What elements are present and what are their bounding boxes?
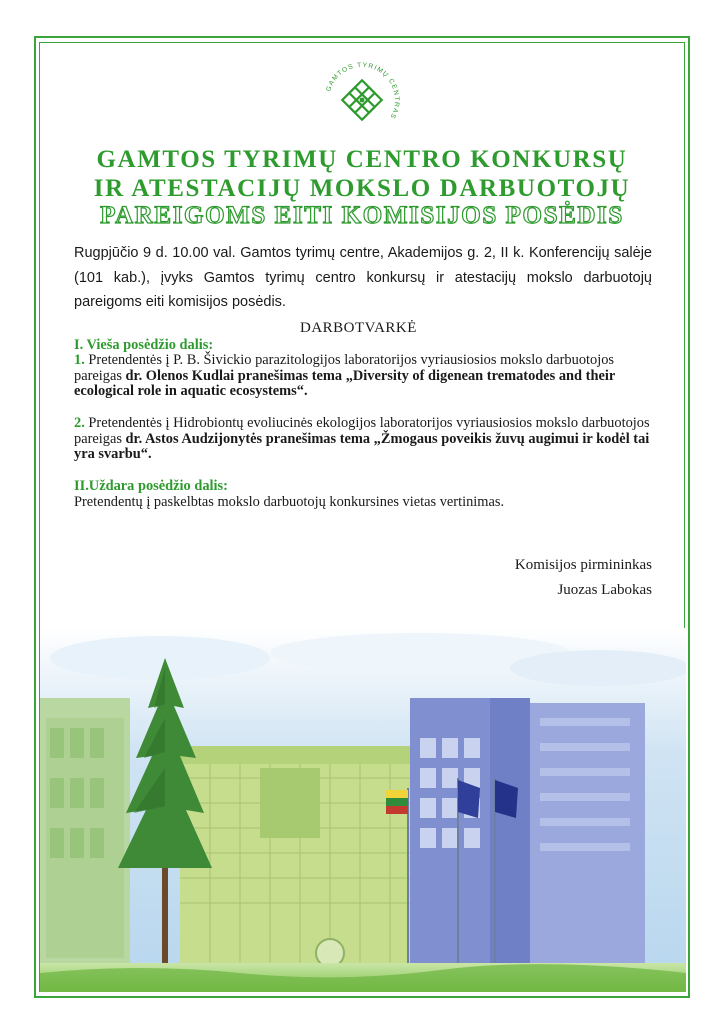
signature-name: Juozas Labokas xyxy=(557,582,652,598)
title-line-3: PAREIGOMS EITI KOMISIJOS POSĖDIS xyxy=(100,202,624,229)
middle-building xyxy=(180,746,410,971)
agenda-title: DARBOTVARKĖ xyxy=(300,320,417,336)
agenda-item-1 xyxy=(74,353,654,400)
left-building xyxy=(40,698,130,968)
signature-role: Komisijos pirmininkas xyxy=(514,557,652,573)
item-text: Pretendentės į P. B. Šivickio parazitologijos laboratorijos vyriausiosios mokslo darbuotojos pareigas xyxy=(74,352,615,384)
agenda-item-2 xyxy=(74,416,654,463)
knot-logo-icon xyxy=(320,58,404,142)
title-line-1: GAMTOS TYRIMŲ CENTRO KONKURSŲ xyxy=(96,146,628,173)
item-bold-text: dr. Olenos Kudlai pranešimas tema „Diversity of digenean trematodes and their ecological role in aquatic ecosystems“. xyxy=(74,367,615,400)
title-line-2: IR ATESTACIJŲ MOKSLO DARBUOTOJŲ xyxy=(93,175,631,202)
item-bold-text: dr. Astos Audzijonytės pranešimas tema „Žmogaus poveikis žuvų augimui ir kodėl tai yra svarbu“. xyxy=(74,430,650,463)
item-number: 2. xyxy=(74,415,85,431)
intro-paragraph: Rugpjūčio 9 d. 10.00 val. Gamtos tyrimų centre, Akademijos g. 2, II k. Konferencijų salėje (101 kab.), įvyks Gamtos tyrimų centro konkursų ir atestacijų mokslo darbuotojų pareigoms eiti komisijos posėdis. xyxy=(74,245,652,310)
section2-heading: II.Uždara posėdžio dalis: xyxy=(74,478,228,494)
section1-heading: I. Vieša posėdžio dalis: xyxy=(74,337,214,353)
building-illustration xyxy=(40,628,686,992)
section2-text: Pretendentų į paskelbtas mokslo darbuotojų konkursines vietas vertinimas. xyxy=(74,494,505,510)
item-text: Pretendentės į Hidrobiontų evoliucinės ekologijos laboratorijos vyriausiosios mokslo darbuotojos pareigas xyxy=(74,415,650,447)
item-number: 1. xyxy=(74,352,85,368)
tall-building xyxy=(410,698,645,978)
svg-text:GAMTOS TYRIMŲ CENTRAS: GAMTOS TYRIMŲ CENTRAS xyxy=(325,61,401,121)
